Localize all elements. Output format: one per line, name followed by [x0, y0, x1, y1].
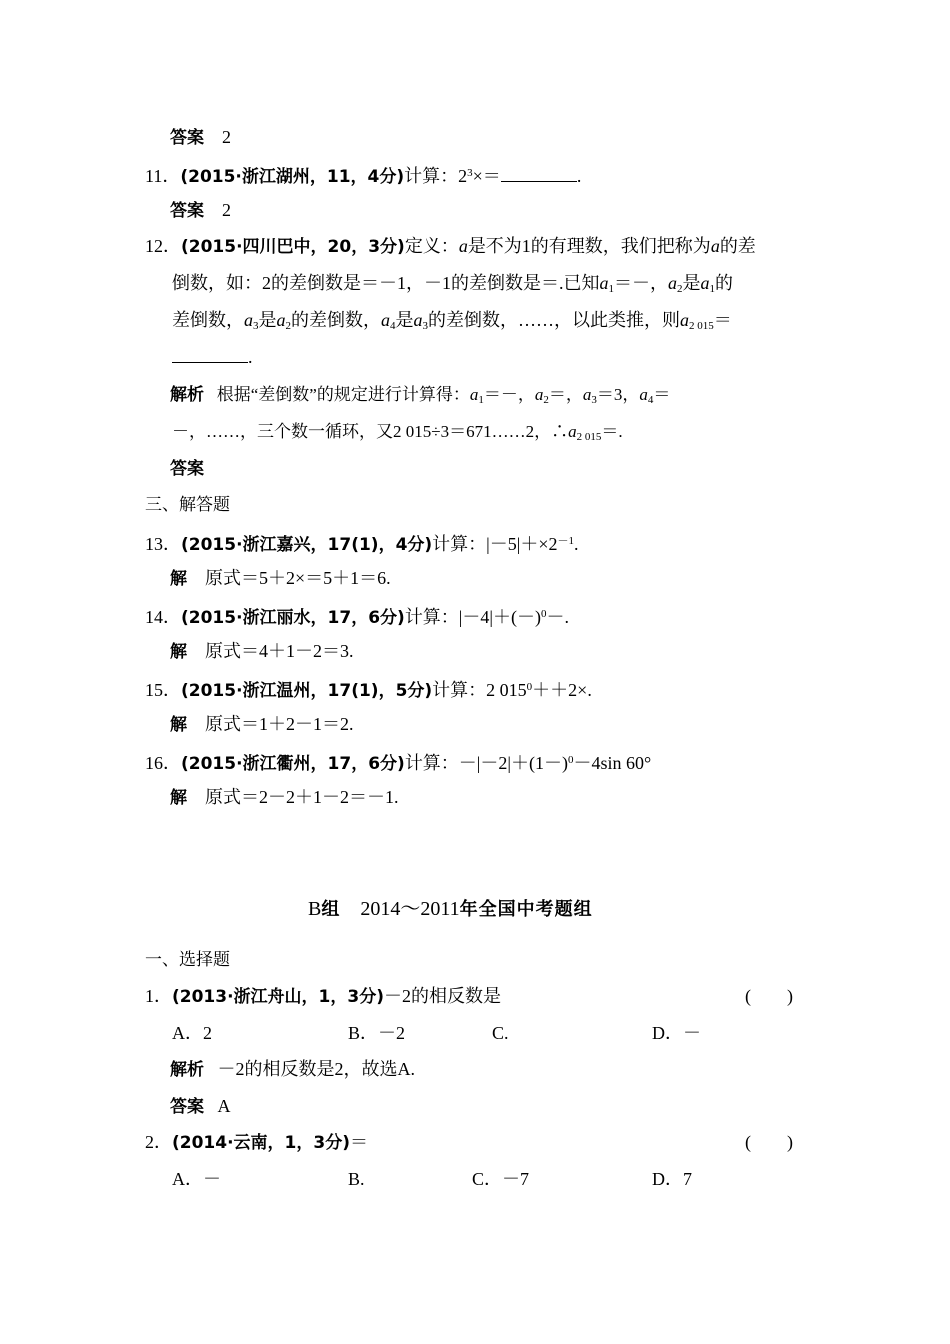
- question-stem-cont: ×＝: [472, 166, 501, 186]
- section-heading: 三、解答题: [145, 495, 230, 515]
- question-number: 12．: [145, 236, 181, 256]
- var: a: [668, 273, 677, 293]
- answer-label: 答案: [170, 1097, 204, 1117]
- subscript: 4: [647, 394, 654, 406]
- text: ＝: [713, 310, 732, 330]
- var: a: [534, 385, 544, 404]
- question-source: (2014·云南，1，3分): [172, 1133, 350, 1153]
- question-stem: 计算：－|－2|＋(1－): [404, 753, 569, 773]
- question-13: [145, 529, 579, 557]
- subscript: 2: [677, 283, 683, 295]
- solution-text: 原式＝1＋2－1＝2.: [205, 714, 354, 734]
- answer-line: [170, 198, 231, 223]
- subscript: 2: [285, 320, 291, 332]
- text: 是不为1的有理数，我们把称为: [467, 236, 711, 256]
- question-stem-end: －4sin 60°: [573, 753, 652, 773]
- question-number: 16．: [145, 753, 181, 773]
- exponent: 0: [568, 754, 574, 766]
- option-d: D．7: [652, 1169, 692, 1189]
- solution-label: 解: [170, 642, 187, 662]
- answer-label: 答案: [170, 459, 204, 479]
- text: ＝－，: [483, 385, 535, 404]
- subscript: 1: [709, 283, 715, 295]
- var: a: [568, 422, 577, 441]
- question-number: 11．: [145, 166, 181, 186]
- question-source: (2015·四川巴中，20，3分): [181, 237, 405, 257]
- option-a: A．－: [172, 1169, 221, 1189]
- text: ＝.: [601, 422, 623, 441]
- answer-label: 答案: [170, 128, 204, 148]
- exponent: －1: [557, 535, 575, 547]
- answer-blank: [501, 165, 577, 182]
- solution-16: [170, 785, 399, 810]
- answer-paren: ( ): [745, 986, 793, 1006]
- answer-line: [170, 1094, 231, 1119]
- subscript: 1: [478, 394, 484, 406]
- analysis-12-line-2: [172, 420, 623, 449]
- question-stem-end: －.: [546, 607, 570, 627]
- answer-blank: [172, 346, 248, 363]
- solution-label: 解: [170, 788, 187, 808]
- option-c: C.: [492, 1023, 509, 1043]
- subscript: 3: [591, 394, 597, 406]
- question-number: 1．: [145, 986, 172, 1006]
- var: a: [469, 385, 479, 404]
- solution-label: 解: [170, 569, 187, 589]
- question-source: (2015·浙江湖州，11，4分): [180, 167, 405, 187]
- text: 的差倒数，: [291, 310, 381, 330]
- var: a: [582, 385, 592, 404]
- option-a: A．2: [172, 1023, 212, 1043]
- analysis-12-line-1: [170, 383, 670, 412]
- text: 的差: [719, 236, 756, 256]
- option-b: B．－2: [348, 1023, 406, 1043]
- question-12-line-2: [172, 271, 733, 301]
- option-d: D．－: [652, 1023, 701, 1043]
- group-word: 组: [321, 899, 341, 920]
- text: 是: [395, 310, 414, 330]
- question-12-line-4: [172, 345, 253, 369]
- option-b: B.: [348, 1169, 365, 1189]
- question-15: [145, 675, 592, 703]
- question-14: [145, 602, 569, 630]
- section-heading: 一、选择题: [145, 950, 230, 970]
- question-number: 2．: [145, 1132, 172, 1152]
- question-16: [145, 748, 651, 776]
- question-2: [145, 1130, 368, 1155]
- subscript: 1: [608, 283, 614, 295]
- text: －，……，三个数一循环，又2 015÷3＝671……2，∴: [172, 422, 569, 441]
- var: a: [276, 310, 286, 330]
- question-stem: 计算：|－4|＋(－): [404, 607, 542, 627]
- group-letter: B: [308, 898, 322, 920]
- subscript: 2: [543, 394, 549, 406]
- var: a: [700, 273, 710, 293]
- subscript: 3: [253, 320, 259, 332]
- answer-line: [170, 125, 231, 150]
- solution-text: 原式＝5＋2×＝5＋1＝6.: [205, 568, 391, 588]
- var: a: [413, 310, 423, 330]
- solution-label: 解: [170, 715, 187, 735]
- solution-15: [170, 712, 354, 737]
- analysis-text: －2的相反数是2，故选A.: [217, 1059, 415, 1079]
- text: 是: [258, 310, 277, 330]
- question-source: (2013·浙江舟山，1，3分): [172, 987, 384, 1007]
- answer-value: 2: [222, 127, 231, 147]
- question-number: 15．: [145, 680, 181, 700]
- question-stem-end: ＋＋2×.: [532, 680, 592, 700]
- text: 倒数，如：2的差倒数是＝－1，－1的差倒数是＝.已知: [172, 273, 600, 293]
- var: a: [244, 310, 253, 330]
- exponent: 0: [526, 681, 533, 693]
- question-number: 13．: [145, 534, 181, 554]
- var: a: [710, 236, 720, 256]
- question-stem: ＝: [349, 1132, 368, 1152]
- answer-value: 2: [222, 200, 231, 220]
- period: .: [248, 347, 253, 367]
- period: .: [574, 534, 579, 554]
- text: ＝－，: [614, 273, 668, 293]
- question-source: (2015·浙江温州，17(1)，5分): [181, 681, 433, 701]
- var: a: [458, 236, 468, 256]
- subscript: 2 015: [576, 431, 602, 443]
- text: 根据“差倒数”的规定进行计算得：: [216, 385, 470, 404]
- group-heading: [308, 897, 593, 922]
- solution-14: [170, 639, 354, 664]
- analysis-label: 解析: [170, 385, 204, 405]
- question-source: (2015·浙江衢州，17，6分): [181, 754, 405, 774]
- var: a: [381, 310, 390, 330]
- question-stem: 计算：2 015: [432, 680, 527, 700]
- question-stem: －2的相反数是: [383, 986, 501, 1006]
- var: a: [599, 273, 609, 293]
- var: a: [680, 310, 689, 330]
- text: 定义：: [404, 236, 459, 256]
- solution-text: 原式＝2－2＋1－2＝－1.: [205, 787, 399, 807]
- option-c: C．－7: [472, 1169, 530, 1189]
- text: ＝，: [548, 385, 583, 404]
- text: 是: [682, 273, 701, 293]
- subscript: 4: [390, 320, 396, 332]
- text: 的: [715, 273, 733, 293]
- exponent: 3: [467, 167, 473, 179]
- analysis-1: [170, 1057, 415, 1082]
- answer-value: A: [217, 1096, 231, 1116]
- question-stem: 计算：2: [404, 166, 468, 186]
- text: ＝: [653, 385, 671, 404]
- group-years: 2014～2011: [360, 898, 460, 920]
- text: ＝3，: [596, 385, 640, 404]
- question-11: [145, 161, 581, 189]
- question-12-line-1: [145, 234, 756, 259]
- answer-label: 答案: [170, 201, 204, 221]
- group-title: 年全国中考题组: [459, 899, 593, 920]
- solution-13: [170, 566, 391, 591]
- question-number: 14．: [145, 607, 181, 627]
- question-source: (2015·浙江丽水，17，6分): [181, 608, 405, 628]
- subscript: 3: [422, 320, 428, 332]
- answer-paren: ( ): [745, 1132, 793, 1152]
- question-stem: 计算：|－5|＋×2: [432, 534, 558, 554]
- answer-line: [170, 456, 204, 481]
- period: .: [576, 166, 582, 186]
- exponent: 0: [541, 608, 547, 620]
- var: a: [639, 385, 648, 404]
- solution-text: 原式＝4＋1－2＝3.: [205, 641, 354, 661]
- subscript: 2 015: [689, 320, 714, 332]
- analysis-label: 解析: [170, 1060, 204, 1080]
- question-source: (2015·浙江嘉兴，17(1)，4分): [181, 535, 433, 555]
- text: 差倒数，: [172, 310, 244, 330]
- text: 的差倒数，……，以此类推，则: [428, 310, 680, 330]
- question-12-line-3: [172, 308, 732, 338]
- question-1: [145, 984, 501, 1009]
